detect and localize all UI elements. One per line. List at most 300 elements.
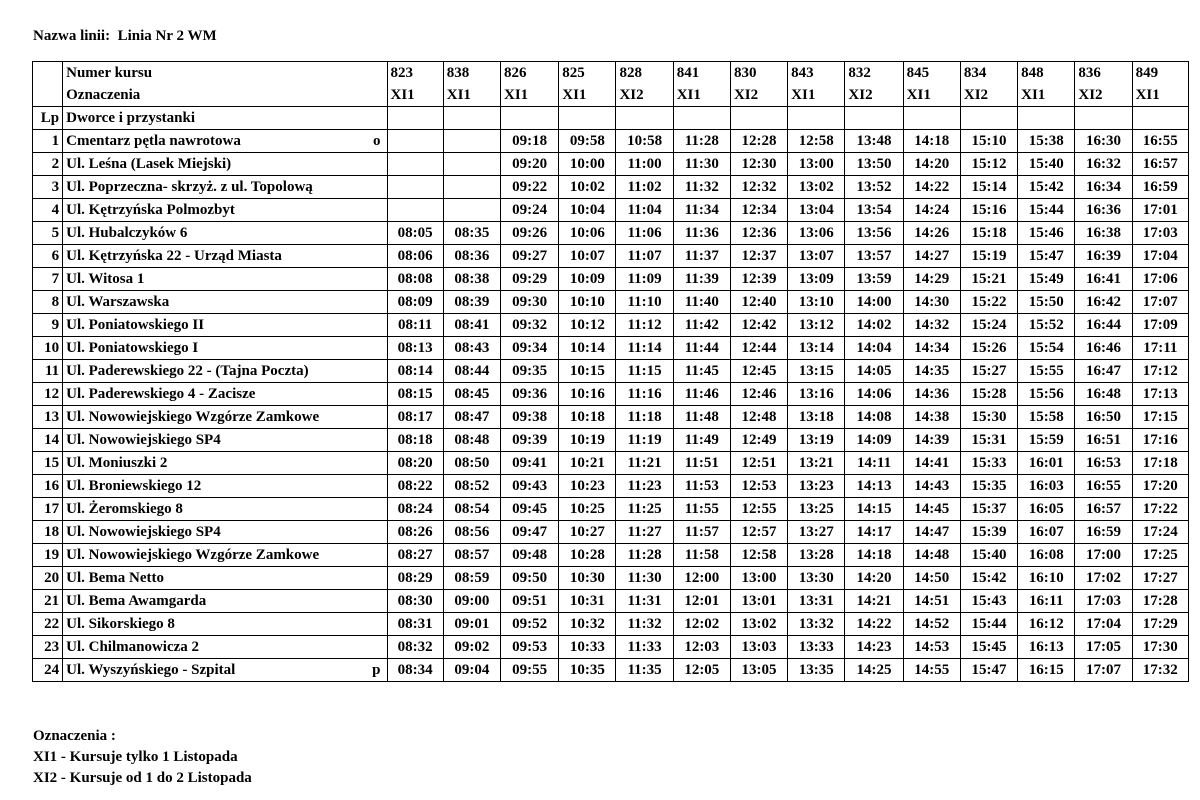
stop-lp: 20 (33, 567, 63, 590)
departure-time: 11:09 (616, 268, 673, 291)
departure-time: 11:28 (673, 130, 730, 153)
departure-time: 11:49 (673, 429, 730, 452)
departure-time: 15:54 (1018, 337, 1075, 360)
departure-time: 13:02 (730, 613, 787, 636)
departure-time: 16:01 (1018, 452, 1075, 475)
course-number: 843 (788, 62, 845, 85)
departure-time: 16:38 (1075, 222, 1132, 245)
course-number: 830 (730, 62, 787, 85)
stop-mark: o (373, 133, 381, 149)
departure-time: 17:30 (1132, 636, 1188, 659)
departure-time: 11:25 (616, 498, 673, 521)
departure-time: 09:35 (500, 360, 558, 383)
departure-time: 14:48 (903, 544, 960, 567)
departure-time: 12:32 (730, 176, 787, 199)
departure-time: 08:57 (443, 544, 500, 567)
departure-time: 15:12 (960, 153, 1017, 176)
departure-time: 14:18 (903, 130, 960, 153)
departure-time: 09:48 (500, 544, 558, 567)
stop-lp: 7 (33, 268, 63, 291)
departure-time: 12:58 (788, 130, 845, 153)
departure-time: 11:31 (616, 590, 673, 613)
departure-time: 16:34 (1075, 176, 1132, 199)
departure-time: 16:08 (1018, 544, 1075, 567)
stop-name: Ul. Paderewskiego 4 - Zacisze (66, 386, 256, 402)
course-designation: XI2 (1075, 84, 1132, 107)
departure-time: 11:19 (616, 429, 673, 452)
departure-time: 11:51 (673, 452, 730, 475)
departure-time: 12:28 (730, 130, 787, 153)
departure-time: 08:32 (387, 636, 443, 659)
table-row (33, 521, 1189, 544)
departure-time: 11:06 (616, 222, 673, 245)
course-designation: XI1 (903, 84, 960, 107)
departure-time: 13:01 (730, 590, 787, 613)
departure-time (443, 153, 500, 176)
departure-time: 11:46 (673, 383, 730, 406)
departure-time: 09:41 (500, 452, 558, 475)
departure-time: 15:38 (1018, 130, 1075, 153)
departure-time: 15:26 (960, 337, 1017, 360)
stop-lp: 3 (33, 176, 63, 199)
stop-lp: 17 (33, 498, 63, 521)
departure-time: 14:50 (903, 567, 960, 590)
departure-time: 13:00 (788, 153, 845, 176)
departure-time: 16:51 (1075, 429, 1132, 452)
departure-time: 10:00 (559, 153, 616, 176)
departure-time: 09:34 (500, 337, 558, 360)
departure-time: 14:13 (845, 475, 903, 498)
stop-lp: 9 (33, 314, 63, 337)
stop-name: Ul. Paderewskiego 22 - (Tajna Poczta) (66, 363, 309, 379)
stop-name-cell (63, 222, 387, 245)
departure-time: 17:03 (1075, 590, 1132, 613)
table-row (33, 429, 1189, 452)
course-number: 845 (903, 62, 960, 85)
stop-name-cell (63, 590, 387, 613)
header-empty-cell (1018, 107, 1075, 130)
departure-time: 10:32 (559, 613, 616, 636)
departure-time: 14:55 (903, 659, 960, 682)
table-row (33, 222, 1189, 245)
departure-time: 14:24 (903, 199, 960, 222)
departure-time: 14:00 (845, 291, 903, 314)
departure-time: 14:27 (903, 245, 960, 268)
departure-time: 13:52 (845, 176, 903, 199)
departure-time: 14:34 (903, 337, 960, 360)
departure-time: 12:39 (730, 268, 787, 291)
departure-time: 09:51 (500, 590, 558, 613)
departure-time: 10:10 (559, 291, 616, 314)
departure-time: 11:12 (616, 314, 673, 337)
header-empty-cell (1132, 107, 1188, 130)
departure-time: 14:51 (903, 590, 960, 613)
departure-time (387, 153, 443, 176)
departure-time: 11:00 (616, 153, 673, 176)
departure-time: 14:52 (903, 613, 960, 636)
departure-time: 15:47 (1018, 245, 1075, 268)
departure-time: 08:54 (443, 498, 500, 521)
departure-time: 08:06 (387, 245, 443, 268)
departure-time: 17:16 (1132, 429, 1188, 452)
departure-time: 13:14 (788, 337, 845, 360)
departure-time: 14:26 (903, 222, 960, 245)
departure-time: 17:01 (1132, 199, 1188, 222)
departure-time: 17:28 (1132, 590, 1188, 613)
stop-lp: 23 (33, 636, 63, 659)
departure-time: 14:05 (845, 360, 903, 383)
departure-time: 13:19 (788, 429, 845, 452)
departure-time: 15:37 (960, 498, 1017, 521)
departure-time: 17:12 (1132, 360, 1188, 383)
departure-time: 12:05 (673, 659, 730, 682)
departure-time: 10:02 (559, 176, 616, 199)
line-name-label: Nazwa linii: (33, 28, 111, 44)
departure-time: 11:30 (673, 153, 730, 176)
departure-time: 13:16 (788, 383, 845, 406)
departure-time: 14:32 (903, 314, 960, 337)
departure-time: 15:24 (960, 314, 1017, 337)
departure-time: 13:27 (788, 521, 845, 544)
departure-time: 08:52 (443, 475, 500, 498)
line-name: Linia Nr 2 WM (117, 28, 217, 44)
departure-time: 15:18 (960, 222, 1017, 245)
departure-time: 08:56 (443, 521, 500, 544)
departure-time: 16:59 (1075, 521, 1132, 544)
departure-time: 17:04 (1132, 245, 1188, 268)
departure-time: 15:31 (960, 429, 1017, 452)
table-row (33, 130, 1189, 153)
stop-name-cell (63, 544, 387, 567)
stop-name: Ul. Witosa 1 (66, 271, 145, 287)
departure-time: 13:59 (845, 268, 903, 291)
table-row (33, 383, 1189, 406)
departure-time: 10:19 (559, 429, 616, 452)
course-designation: XI2 (845, 84, 903, 107)
stop-name-cell (63, 406, 387, 429)
course-number: 841 (673, 62, 730, 85)
table-row (33, 245, 1189, 268)
departure-time: 15:21 (960, 268, 1017, 291)
header-empty-cell (903, 107, 960, 130)
table-row (33, 498, 1189, 521)
departure-time: 16:57 (1132, 153, 1188, 176)
departure-time: 10:14 (559, 337, 616, 360)
departure-time: 14:36 (903, 383, 960, 406)
departure-time: 11:16 (616, 383, 673, 406)
stop-name-cell (63, 383, 387, 406)
departure-time: 17:02 (1075, 567, 1132, 590)
departure-time: 10:30 (559, 567, 616, 590)
departure-time: 13:50 (845, 153, 903, 176)
departure-time: 14:09 (845, 429, 903, 452)
departure-time: 12:46 (730, 383, 787, 406)
stop-lp: 19 (33, 544, 63, 567)
departure-time: 15:45 (960, 636, 1017, 659)
departure-time: 08:59 (443, 567, 500, 590)
departure-time: 09:29 (500, 268, 558, 291)
stop-name-cell (63, 567, 387, 590)
departure-time: 13:21 (788, 452, 845, 475)
departure-time: 15:49 (1018, 268, 1075, 291)
course-designation: XI1 (673, 84, 730, 107)
departure-time: 15:40 (960, 544, 1017, 567)
stop-name-cell (63, 475, 387, 498)
departure-time: 15:22 (960, 291, 1017, 314)
departure-time: 09:50 (500, 567, 558, 590)
stop-name: Ul. Nowowiejskiego Wzgórze Zamkowe (66, 547, 320, 563)
departure-time: 08:36 (443, 245, 500, 268)
departure-time: 17:18 (1132, 452, 1188, 475)
departure-time: 08:17 (387, 406, 443, 429)
departure-time: 08:18 (387, 429, 443, 452)
departure-time: 11:33 (616, 636, 673, 659)
departure-time: 17:03 (1132, 222, 1188, 245)
departure-time: 16:50 (1075, 406, 1132, 429)
stop-name-cell (63, 337, 387, 360)
stop-lp: 18 (33, 521, 63, 544)
departure-time: 15:52 (1018, 314, 1075, 337)
departure-time: 13:25 (788, 498, 845, 521)
course-number: 825 (559, 62, 616, 85)
departure-time: 10:25 (559, 498, 616, 521)
departure-time: 08:13 (387, 337, 443, 360)
stop-name: Ul. Nowowiejskiego Wzgórze Zamkowe (66, 409, 320, 425)
course-number: 828 (616, 62, 673, 85)
table-row (33, 406, 1189, 429)
departure-time: 10:09 (559, 268, 616, 291)
departure-time (387, 130, 443, 153)
departure-time: 11:35 (616, 659, 673, 682)
departure-time: 12:37 (730, 245, 787, 268)
departure-time: 15:27 (960, 360, 1017, 383)
stop-lp: 4 (33, 199, 63, 222)
departure-time: 16:30 (1075, 130, 1132, 153)
departure-time: 10:23 (559, 475, 616, 498)
departure-time: 15:56 (1018, 383, 1075, 406)
departure-time: 10:16 (559, 383, 616, 406)
departure-time: 09:22 (500, 176, 558, 199)
stop-name: Ul. Chilmanowicza 2 (66, 639, 200, 655)
departure-time: 08:30 (387, 590, 443, 613)
table-row (33, 636, 1189, 659)
course-designation: XI2 (616, 84, 673, 107)
header-empty-cell (500, 107, 558, 130)
departure-time: 11:23 (616, 475, 673, 498)
departure-time: 17:20 (1132, 475, 1188, 498)
course-number: 834 (960, 62, 1017, 85)
departure-time: 10:04 (559, 199, 616, 222)
stop-name: Cmentarz pętla nawrotowa (66, 133, 241, 149)
stop-name: Ul. Poprzeczna- skrzyż. z ul. Topolową (66, 179, 313, 195)
departure-time: 17:00 (1075, 544, 1132, 567)
header-blank (33, 62, 63, 85)
stop-lp: 22 (33, 613, 63, 636)
departure-time: 16:12 (1018, 613, 1075, 636)
departure-time: 15:55 (1018, 360, 1075, 383)
departure-time: 09:39 (500, 429, 558, 452)
departure-time: 08:41 (443, 314, 500, 337)
departure-time (443, 176, 500, 199)
departure-time: 12:00 (673, 567, 730, 590)
stop-name-cell (63, 314, 387, 337)
departure-time: 11:42 (673, 314, 730, 337)
departure-time: 14:47 (903, 521, 960, 544)
departure-time: 15:50 (1018, 291, 1075, 314)
departure-time: 11:55 (673, 498, 730, 521)
departure-time: 12:03 (673, 636, 730, 659)
departure-time: 15:42 (1018, 176, 1075, 199)
departure-time: 11:21 (616, 452, 673, 475)
course-number-label: Numer kursu (63, 62, 387, 85)
stop-name-cell (63, 498, 387, 521)
departure-time: 15:10 (960, 130, 1017, 153)
timetable (32, 61, 1189, 682)
course-number: 849 (1132, 62, 1188, 85)
departure-time: 11:30 (616, 567, 673, 590)
departure-time: 10:35 (559, 659, 616, 682)
table-row (33, 314, 1189, 337)
table-row (33, 590, 1189, 613)
departure-time: 14:15 (845, 498, 903, 521)
departure-time: 13:00 (730, 567, 787, 590)
departure-time: 16:07 (1018, 521, 1075, 544)
departure-time: 15:16 (960, 199, 1017, 222)
departure-time: 08:34 (387, 659, 443, 682)
departure-time: 15:46 (1018, 222, 1075, 245)
departure-time: 16:36 (1075, 199, 1132, 222)
course-number: 823 (387, 62, 443, 85)
departure-time: 16:42 (1075, 291, 1132, 314)
departure-time: 11:44 (673, 337, 730, 360)
departure-time: 13:09 (788, 268, 845, 291)
departure-time: 13:28 (788, 544, 845, 567)
departure-time: 14:41 (903, 452, 960, 475)
departure-time: 08:39 (443, 291, 500, 314)
departure-time (443, 199, 500, 222)
course-designation: XI1 (1018, 84, 1075, 107)
departure-time: 08:31 (387, 613, 443, 636)
stop-name: Ul. Wyszyńskiego - Szpital (66, 662, 236, 678)
departure-time: 10:18 (559, 406, 616, 429)
stop-name: Ul. Nowowiejskiego SP4 (66, 432, 221, 448)
header-empty-cell (1075, 107, 1132, 130)
departure-time: 14:39 (903, 429, 960, 452)
departure-time: 14:02 (845, 314, 903, 337)
departure-time: 10:15 (559, 360, 616, 383)
departure-time: 16:39 (1075, 245, 1132, 268)
departure-time: 15:19 (960, 245, 1017, 268)
stop-lp: 6 (33, 245, 63, 268)
departure-time: 15:28 (960, 383, 1017, 406)
departure-time: 16:55 (1132, 130, 1188, 153)
course-designation: XI2 (730, 84, 787, 107)
departure-time: 14:08 (845, 406, 903, 429)
stop-name-cell (63, 636, 387, 659)
departure-time: 09:36 (500, 383, 558, 406)
stop-name-cell (63, 291, 387, 314)
departure-time: 13:48 (845, 130, 903, 153)
departure-time: 14:22 (845, 613, 903, 636)
stop-name: Ul. Bema Netto (66, 570, 165, 586)
table-row (33, 268, 1189, 291)
departure-time: 12:40 (730, 291, 787, 314)
departure-time: 17:11 (1132, 337, 1188, 360)
legend-title: Oznaczenia : (33, 728, 116, 744)
departure-time: 17:05 (1075, 636, 1132, 659)
stop-name-cell (63, 452, 387, 475)
departure-time: 15:39 (960, 521, 1017, 544)
header-empty-cell (845, 107, 903, 130)
departure-time: 17:15 (1132, 406, 1188, 429)
departure-time: 13:30 (788, 567, 845, 590)
departure-time: 11:04 (616, 199, 673, 222)
course-number: 832 (845, 62, 903, 85)
departure-time: 16:15 (1018, 659, 1075, 682)
departure-time: 17:24 (1132, 521, 1188, 544)
departure-time: 11:10 (616, 291, 673, 314)
departure-time: 15:47 (960, 659, 1017, 682)
departure-time: 14:30 (903, 291, 960, 314)
departure-time: 14:45 (903, 498, 960, 521)
stop-name: Ul. Kętrzyńska Polmozbyt (66, 202, 235, 218)
departure-time: 14:04 (845, 337, 903, 360)
header-empty-cell (387, 107, 443, 130)
departure-time: 12:58 (730, 544, 787, 567)
stop-name-cell (63, 659, 387, 682)
departure-time: 08:47 (443, 406, 500, 429)
departure-time: 08:26 (387, 521, 443, 544)
departure-time: 09:52 (500, 613, 558, 636)
legend (33, 726, 252, 789)
departure-time: 17:25 (1132, 544, 1188, 567)
stop-lp: 15 (33, 452, 63, 475)
table-row (33, 613, 1189, 636)
stop-name: Ul. Poniatowskiego II (66, 317, 205, 333)
course-designation: XI1 (788, 84, 845, 107)
departure-time: 09:45 (500, 498, 558, 521)
departure-time: 11:15 (616, 360, 673, 383)
departure-time: 13:04 (788, 199, 845, 222)
table-row (33, 291, 1189, 314)
departure-time: 12:48 (730, 406, 787, 429)
departure-time: 09:38 (500, 406, 558, 429)
departure-time: 12:55 (730, 498, 787, 521)
departure-time: 11:37 (673, 245, 730, 268)
departure-time: 11:32 (673, 176, 730, 199)
stop-name-cell (63, 429, 387, 452)
departure-time: 17:32 (1132, 659, 1188, 682)
table-row (33, 176, 1189, 199)
departure-time: 08:48 (443, 429, 500, 452)
departure-time: 17:07 (1075, 659, 1132, 682)
stop-name: Ul. Bema Awamgarda (66, 593, 207, 609)
stop-lp: 2 (33, 153, 63, 176)
departure-time: 08:14 (387, 360, 443, 383)
departure-time: 08:35 (443, 222, 500, 245)
stop-lp: 12 (33, 383, 63, 406)
departure-time: 09:43 (500, 475, 558, 498)
stop-name-cell (63, 360, 387, 383)
header-row-designation (33, 84, 1189, 107)
departure-time (387, 199, 443, 222)
designation-label: Oznaczenia (63, 84, 387, 107)
departure-time: 11:32 (616, 613, 673, 636)
departure-time: 08:09 (387, 291, 443, 314)
departure-time: 13:06 (788, 222, 845, 245)
stop-name: Ul. Broniewskiego 12 (66, 478, 202, 494)
departure-time: 08:22 (387, 475, 443, 498)
